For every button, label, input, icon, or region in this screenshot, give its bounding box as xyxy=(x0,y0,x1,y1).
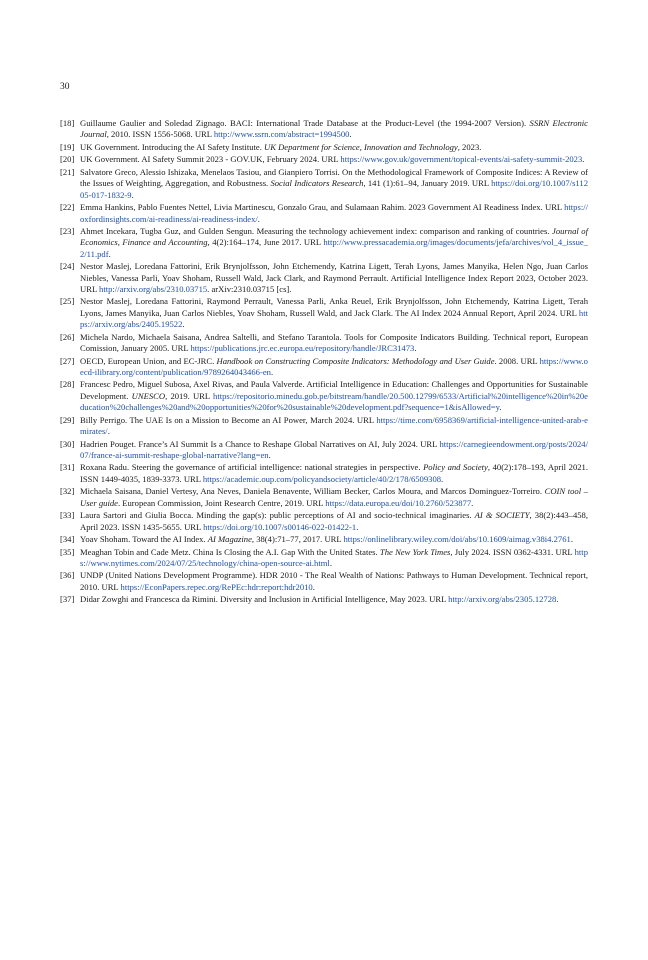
reference-item xyxy=(60,486,588,509)
reference-link[interactable]: http://arxiv.org/abs/2310.03715 xyxy=(99,283,208,294)
reference-venue: Journal of Economics, Finance and Accounting xyxy=(80,226,588,248)
reference-item xyxy=(60,547,588,570)
reference-item xyxy=(60,415,588,438)
reference-tail: . xyxy=(414,343,417,354)
reference-item xyxy=(60,439,588,462)
reference-link[interactable]: https://repositorio.minedu.gob.pe/bitstream/handle/20.500.12799/6533/Artificial%20intelligence%20in%20education%20challenges%20and%20opportunities%20for%20sustainable%20development.pdf?sequence=1&isAllowed=y xyxy=(80,390,588,413)
reference-link[interactable]: https://data.europa.eu/doi/10.2760/523877 xyxy=(325,497,472,508)
reference-venue: COIN tool – User guide xyxy=(80,486,588,508)
reference-tail: . xyxy=(131,189,134,200)
reference-details: , 4(2):164–174, June 2017. URL xyxy=(207,237,324,248)
reference-number: [18] xyxy=(60,118,75,128)
reference-tail: . arXiv:2310.03715 [cs]. xyxy=(207,283,292,294)
reference-tail: . xyxy=(257,213,260,224)
reference-item xyxy=(60,332,588,355)
reference-tail: . xyxy=(108,248,111,259)
reference-text: UNDP (United Nations Development Programme). HDR 2010 - The Real Wealth of Nations: Pathways to Human Development. Technical report, 2010. URL xyxy=(80,570,588,592)
reference-details: , 38(4):71–77, 2017. URL xyxy=(251,534,344,545)
reference-tail: . xyxy=(556,594,559,605)
reference-tail: . xyxy=(582,154,585,165)
reference-number: [31] xyxy=(60,462,75,473)
reference-item xyxy=(60,154,588,165)
reference-tail: . xyxy=(570,534,573,545)
reference-link[interactable]: https://arxiv.org/abs/2405.19522 xyxy=(80,307,588,330)
reference-tail: . xyxy=(499,402,502,413)
reference-item xyxy=(60,462,588,485)
reference-tail: . xyxy=(441,473,444,484)
reference-tail: . xyxy=(107,426,110,436)
reference-venue: UK Department for Science, Innovation and Technology xyxy=(264,141,458,152)
reference-text: UK Government. Introducing the AI Safety Institute. xyxy=(80,141,265,152)
reference-text: Emma Hankins, Pablo Fuentes Nettel, Livia Martinescu, Gonzalo Grau, and Sulamaan Rahim. 2023 Government AI Readiness Index. URL xyxy=(80,202,565,213)
reference-tail: . xyxy=(471,497,474,508)
reference-item xyxy=(60,570,588,593)
reference-number: [20] xyxy=(60,154,75,165)
reference-details: , 40(2):178–193, April 2021. ISSN 1449-4035, 1839-3373. URL xyxy=(80,462,588,484)
reference-item xyxy=(60,167,588,201)
reference-item xyxy=(60,534,588,545)
reference-number: [19] xyxy=(60,141,75,152)
reference-text: Nestor Maslej, Loredana Fattorini, Erik Brynjolfsson, John Etchemendy, Katrina Ligett, Terah Lyons, James Manyika, Helen Ngo, Juan Carlos Niebles, Vanessa Parli, Yoav Shoham, Russell Wald, Jack Clark, and Raymond Perrault. Artificial Intelligence Index Report 2023, October 2023. URL xyxy=(80,261,588,294)
reference-link[interactable]: https://carnegieendowment.org/posts/2024/07/france-ai-summit-reshape-global-narrative?lang=en xyxy=(80,438,588,460)
reference-text: Yoav Shoham. Toward the AI Index. xyxy=(80,534,208,545)
reference-details: . European Commission, Joint Research Centre, 2019. URL xyxy=(117,497,326,508)
reference-item xyxy=(60,594,588,605)
reference-link[interactable]: https://doi.org/10.1007/s00146-022-01422-1 xyxy=(203,521,357,532)
reference-details: , 141 (1):61–94, January 2019. URL xyxy=(363,178,492,189)
reference-item xyxy=(60,296,588,330)
reference-details: , 2023. xyxy=(457,141,482,152)
reference-number: [24] xyxy=(60,261,75,272)
reference-link[interactable]: https://oxfordinsights.com/ai-readiness/ai-readiness-index/ xyxy=(80,202,588,224)
reference-text: Michela Nardo, Michaela Saisana, Andrea Saltelli, and Stefano Tarantola. Tools for Composite Indicators Building. Technical report, European Comission, January 2005. URL xyxy=(80,331,588,354)
reference-link[interactable]: https://time.com/6958369/artificial-intelligence-united-arab-emirates/ xyxy=(80,414,588,436)
reference-number: [21] xyxy=(60,166,75,177)
reference-details: , 38(2):443–458, April 2023. ISSN 1435-5655. URL xyxy=(80,510,589,532)
reference-number: [23] xyxy=(60,226,75,237)
reference-link[interactable]: https://EconPapers.repec.org/RePEc:hdr:report:hdr2010 xyxy=(120,581,313,592)
reference-venue: AI Magazine xyxy=(207,534,252,545)
reference-venue: AI & SOCIETY xyxy=(474,510,530,521)
reference-text: Ahmet Incekara, Tugba Guz, and Gulden Sengun. Measuring the technology achievement index: comparison and ranking of countries. xyxy=(80,226,553,237)
reference-venue: Policy and Society xyxy=(423,462,488,473)
reference-tail: . xyxy=(356,521,359,532)
reference-number: [36] xyxy=(60,570,75,581)
reference-text: OECD, European Union, and EC-JRC. xyxy=(80,355,217,366)
reference-text: Laura Sartori and Giulia Bocca. Minding the gap(s): public perceptions of AI and socio-technical imaginaries. xyxy=(80,510,475,521)
reference-venue: SSRN Electronic Journal xyxy=(80,118,588,140)
reference-link[interactable]: https://onlinelibrary.wiley.com/doi/abs/10.1609/aimag.v38i4.2761 xyxy=(343,534,571,545)
reference-item xyxy=(60,510,588,533)
reference-details: , 2019. URL xyxy=(165,390,214,401)
reference-link[interactable]: http://arxiv.org/abs/2305.12728 xyxy=(448,594,557,605)
reference-link[interactable]: http://www.pressacademia.org/images/documents/jefa/archives/vol_4_issue_2/11.pdf xyxy=(80,237,588,259)
reference-text: Hadrien Pouget. France’s AI Summit Is a Chance to Reshape Global Narratives on AI, July 2024. URL xyxy=(80,438,440,449)
reference-tail: . xyxy=(349,129,352,140)
reference-link[interactable]: https://academic.oup.com/policyandsociety/article/40/2/178/6509308 xyxy=(202,473,442,484)
reference-item xyxy=(60,226,588,260)
reference-venue: Handbook on Constructing Composite Indicators: Methodology and User Guide xyxy=(216,355,495,366)
reference-text: Roxana Radu. Steering the governance of artificial intelligence: national strategies in perspective. xyxy=(80,462,424,473)
reference-number: [30] xyxy=(60,438,75,449)
reference-text: Nestor Maslej, Loredana Fattorini, Raymond Perrault, Vanessa Parli, Anka Reuel, Erik Brynjolfsson, John Etchemendy, Katrina Ligett, Terah Lyons, James Manyika, Juan Carlos Niebles, Yoav Shoham, Russell Wald, and Jack Clark. The AI Index 2024 Annual Report, April 2024. URL xyxy=(80,296,588,318)
reference-details: , July 2024. ISSN 0362-4331. URL xyxy=(450,546,575,557)
reference-link[interactable]: https://www.gov.uk/government/topical-events/ai-safety-summit-2023 xyxy=(340,154,583,165)
reference-text: Didar Zowghi and Francesca da Rimini. Diversity and Inclusion in Artificial Intelligence, May 2023. URL xyxy=(80,594,449,605)
reference-number: [27] xyxy=(60,355,75,366)
reference-tail: . xyxy=(268,449,271,460)
reference-venue: UNESCO xyxy=(131,390,166,401)
reference-tail: . xyxy=(182,319,185,330)
page-number: 30 xyxy=(60,82,70,92)
reference-item xyxy=(60,118,588,141)
reference-number: [35] xyxy=(60,546,75,557)
reference-tail: . xyxy=(312,581,315,592)
reference-text: Guillaume Gaulier and Soledad Zignago. BACI: International Trade Database at the Product-Level (the 1994-2007 Version). xyxy=(80,118,530,128)
reference-text: Michaela Saisana, Daniel Vertesy, Ana Neves, Daniela Benavente, William Becker, Carlos Moura, and Marcos Dominguez-Torreiro. xyxy=(80,486,545,497)
reference-item xyxy=(60,142,588,153)
reference-item xyxy=(60,202,588,225)
reference-tail: . xyxy=(270,366,274,377)
reference-details: . 2008. URL xyxy=(494,355,540,366)
reference-link[interactable]: https://www.oecd-ilibrary.org/content/publication/9789264043466-en xyxy=(80,355,588,377)
reference-venue: Social Indicators Research xyxy=(270,178,364,189)
reference-number: [34] xyxy=(60,534,75,545)
reference-text: Salvatore Greco, Alessio Ishizaka, Menelaos Tasiou, and Gianpiero Torrisi. On the Methodological Framework of Composite Indices: A Review of the Issues of Weighting, Aggregation, and Robustness. xyxy=(80,166,588,189)
reference-text: Billy Perrigo. The UAE Is on a Mission to Become an AI Power, March 2024. URL xyxy=(80,414,377,425)
reference-number: [32] xyxy=(60,486,75,497)
reference-text: Meaghan Tobin and Cade Metz. China Is Closing the A.I. Gap With the United States. xyxy=(80,546,380,557)
reference-link[interactable]: https://www.nytimes.com/2024/07/25/technology/china-open-source-ai.html xyxy=(80,546,588,568)
reference-number: [33] xyxy=(60,510,75,521)
reference-venue: The New York Times xyxy=(379,546,451,557)
reference-link[interactable]: https://publications.jrc.ec.europa.eu/repository/handle/JRC31473 xyxy=(190,343,415,354)
reference-list xyxy=(60,118,588,607)
reference-link[interactable]: http://www.ssrn.com/abstract=1994500 xyxy=(213,129,350,140)
reference-number: [25] xyxy=(60,296,75,307)
reference-number: [26] xyxy=(60,331,75,342)
reference-details: , 2010. ISSN 1556-5068. URL xyxy=(106,129,214,140)
reference-item xyxy=(60,379,588,413)
reference-item xyxy=(60,356,588,379)
reference-number: [22] xyxy=(60,202,75,213)
reference-number: [29] xyxy=(60,414,75,425)
reference-text: Francesc Pedro, Miguel Subosa, Axel Rivas, and Paula Valverde. Artificial Intelligence in Education: Challenges and Opportunities for Sustainable Development. xyxy=(80,379,588,401)
reference-number: [37] xyxy=(60,594,75,605)
reference-number: [28] xyxy=(60,379,75,390)
reference-item xyxy=(60,261,588,295)
reference-tail: . xyxy=(329,557,332,568)
reference-link[interactable]: https://doi.org/10.1007/s11205-017-1832-9 xyxy=(80,178,588,200)
reference-text: UK Government. AI Safety Summit 2023 - GOV.UK, February 2024. URL xyxy=(80,154,341,165)
